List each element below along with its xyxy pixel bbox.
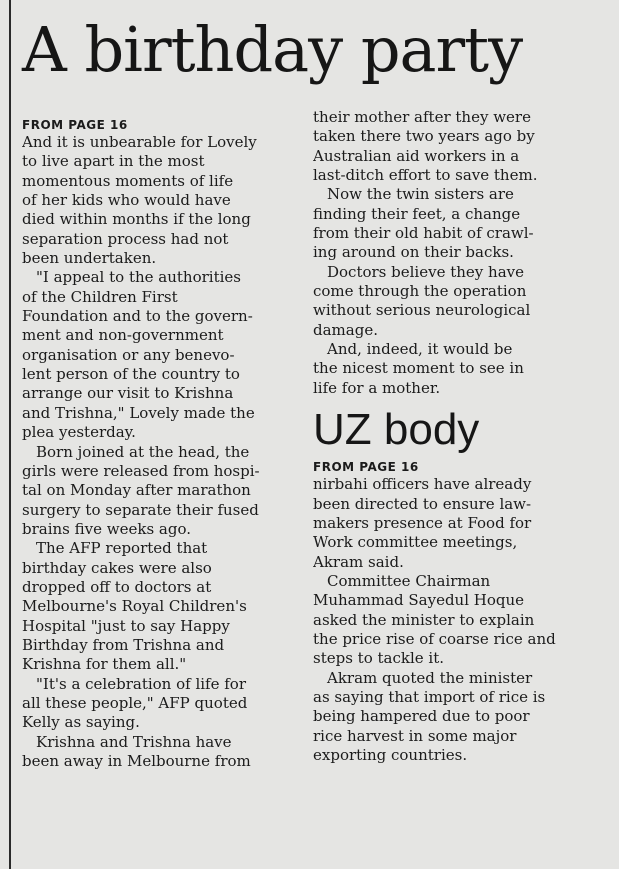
text-line: their mother after they were [313,108,531,126]
text-line: plea yesterday. [22,423,136,442]
text-line: The AFP reported that [36,539,208,558]
text-line: life for a mother. [313,378,441,397]
right-paragraphs-2 [313,475,583,765]
text-line: momentous moments of life [22,171,234,190]
text-line: being hampered due to poor [313,707,530,726]
kicker-2: FROM PAGE 16 [313,460,419,475]
text-line: come through the operation [313,282,527,301]
kicker: FROM PAGE 16 [22,118,128,132]
text-line: steps to tackle it. [313,649,444,668]
text-line: the price rise of coarse rice and [313,629,556,648]
text-line: Akram said. [313,552,404,571]
text-line: Hospital "just to say Happy [22,616,230,635]
text-line: And, indeed, it would be [327,340,513,359]
text-line: lent person of the country to [22,365,240,384]
text-line: Muhammad Sayedul Hoque [313,591,525,610]
text-line: organisation or any benevo- [22,345,235,364]
paragraph [313,108,583,185]
text-line: ment and non-government [22,326,224,345]
text-line: dropped off to doctors at [22,577,212,596]
text-line: girls were released from hospi- [22,461,260,480]
text-line: Born joined at the head, the [36,442,250,461]
paragraph [22,133,292,268]
paragraph [313,185,583,262]
text-line: Doctors believe they have [327,262,524,281]
text-line: been away in Melbourne from [22,752,251,770]
paragraph [22,539,292,674]
paragraph [313,340,583,398]
text-line: last-ditch effort to save them. [313,166,538,185]
text-line: as saying that import of rice is [313,687,546,706]
text-line: without serious neurological [313,301,531,320]
text-line: Krishna and Trishna have [36,732,232,751]
text-line: "I appeal to the authorities [36,268,241,287]
text-line: arrange our visit to Krishna [22,384,234,403]
column-rule [9,0,11,869]
text-line: died within months if the long [22,210,251,229]
paragraph [22,675,292,733]
text-line: from their old habit of crawl- [313,224,534,243]
text-line: Melbourne's Royal Children's [22,597,247,616]
text-line: "It's a celebration of life for [36,674,246,693]
headline: A birthday party [22,13,523,86]
text-line: ing around on their backs. [313,243,514,262]
text-line: tal on Monday after marathon [22,481,251,500]
text-line: Committee Chairman [327,571,491,590]
text-line: taken there two years ago by [313,127,535,146]
paragraph [22,733,292,772]
left-column [22,118,292,771]
paragraph [313,669,583,766]
text-line: separation process had not [22,229,229,248]
text-line: of her kids who would have [22,191,231,210]
text-line: And it is unbearable for Lovely [22,133,257,151]
left-paragraphs [22,133,292,771]
paragraph [313,263,583,340]
text-line: Now the twin sisters are [327,185,514,204]
text-line: Foundation and to the govern- [22,307,253,326]
paragraph [22,443,292,540]
text-line: Work committee meetings, [313,533,518,552]
paragraph [22,268,292,442]
text-line: Akram quoted the minister [327,668,533,687]
text-line: been undertaken. [22,249,157,268]
text-line: brains five weeks ago. [22,519,191,538]
text-line: to live apart in the most [22,152,205,171]
text-line: birthday cakes were also [22,558,212,577]
text-line: and Trishna," Lovely made the [22,403,255,422]
text-line: rice harvest in some major [313,726,517,745]
text-line: Kelly as saying. [22,713,140,732]
right-column [313,108,583,765]
text-line: nirbahi officers have already [313,475,532,494]
text-line: of the Children First [22,287,178,306]
right-paragraphs [313,108,583,398]
text-line: exporting countries. [313,745,468,764]
paragraph [313,572,583,669]
text-line: Krishna for them all." [22,655,187,674]
text-line: finding their feet, a change [313,204,521,223]
text-line: asked the minister to explain [313,610,535,629]
subheadline: UZ body [313,405,480,455]
text-line: makers presence at Food for [313,513,532,532]
text-line: been directed to ensure law- [313,494,532,513]
text-line: all these people," AFP quoted [22,693,248,712]
text-line: damage. [313,320,378,339]
text-line: Birthday from Trishna and [22,635,225,654]
text-line: the nicest moment to see in [313,359,524,378]
text-line: Australian aid workers in a [313,146,520,165]
paragraph [313,475,583,572]
text-line: surgery to separate their fused [22,500,259,519]
